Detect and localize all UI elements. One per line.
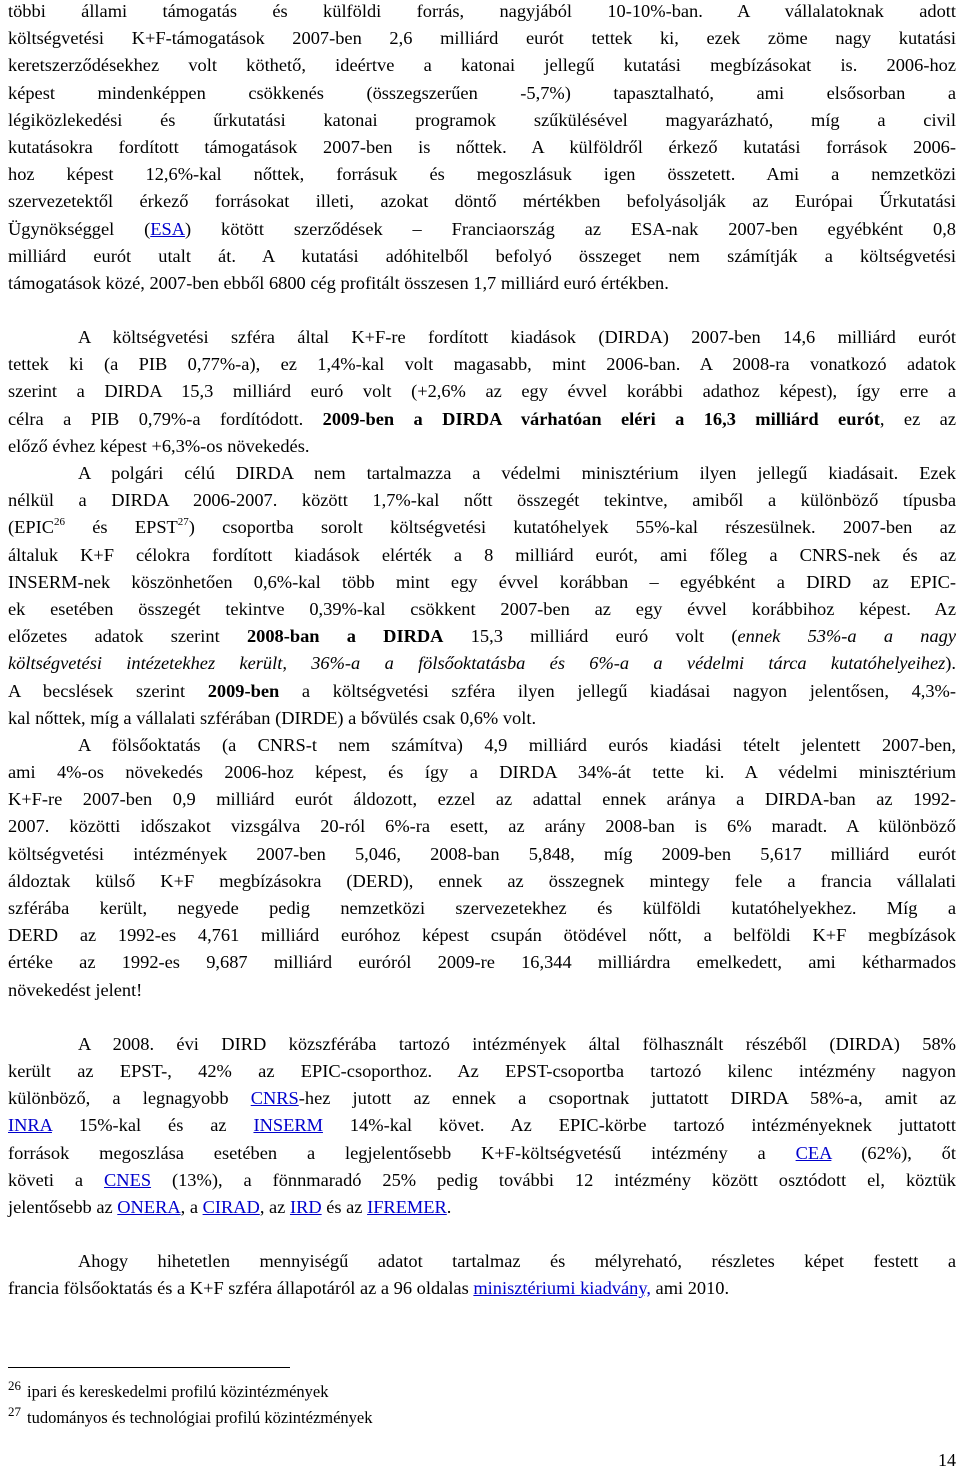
- text-line: támogatások közé, 2007-ben ebből 6800 cég profitált összesen 1,7 milliárd euró értékben.: [8, 272, 669, 293]
- text-run: Ügynökséggel (: [8, 218, 151, 239]
- text-run: követi a: [8, 1169, 105, 1190]
- page-number: 14: [938, 1450, 956, 1470]
- text-line: általuk K+F célokra fordított kiadások elérték a 8 milliárd eurót, ami főleg a CNRS-nek és az: [8, 544, 956, 565]
- text-run: , a: [180, 1196, 203, 1217]
- text-line: többi állami támogatás és külföldi forrás, nagyjából 10-10%-ban. A vállalatoknak adott: [8, 1, 956, 21]
- text-run: (13%), a fönnmaradó 25% pedig további 12 intézmény között osztódott el, köztük: [151, 1169, 956, 1190]
- footnote-ref-26[interactable]: 26: [53, 516, 65, 529]
- paragraph-1: [8, 0, 956, 297]
- text-line: A 2008. évi DIRD közszférába tartozó intézmények által fölhasznált részéből (DIRDA) 58%: [78, 1033, 956, 1054]
- text-line: előző évhez képest +6,3%-os növekedés.: [8, 435, 310, 456]
- text-run: és EPST: [64, 517, 178, 538]
- text-line: hoz képest 12,6%-kal nőttek, forrásuk és megoszlásuk igen összetett. Ami a nemzetközi: [8, 164, 956, 185]
- link-cnrs[interactable]: CNRS: [250, 1088, 299, 1109]
- text-line: A költségvetési szféra által K+F-re fordított kiadások (DIRDA) 2007-ben 14,6 milliárd eurót: [78, 327, 956, 348]
- text-run: és az: [321, 1196, 368, 1217]
- text-line: [8, 1112, 956, 1139]
- italic-text: költségvetési intézetekhez került, 36%-a a fölsőoktatásba és 6%-a a védelmi tárca kutatóhelyeihez: [8, 653, 946, 674]
- text-run: 14%-kal követ. Az EPIC-körbe tartozó intézményeknek juttatott: [322, 1115, 957, 1136]
- link-cnes[interactable]: CNES: [104, 1169, 152, 1190]
- text-run: (EPIC: [8, 517, 54, 538]
- text-line: szférába került, negyede pedig nemzetközi szervezetekhez és külföldi kutatóhelyekhez. Míg a: [8, 898, 956, 918]
- paragraph-2: [8, 324, 956, 460]
- text-line: [8, 1167, 956, 1194]
- text-line: [8, 1085, 956, 1112]
- footnote-separator: [8, 1367, 290, 1368]
- bold-text: 2009-ben a DIRDA várhatóan eléri a 16,3 milliárd eurót: [322, 408, 880, 429]
- paragraph-5: [8, 1031, 956, 1221]
- footnote-number: 26: [8, 1378, 21, 1393]
- link-ird[interactable]: IRD: [289, 1196, 322, 1217]
- text-run: ) kötött szerződések – Franciaország az ESA-nak 2007-ben egyébként 0,8: [185, 218, 957, 239]
- text-line: [8, 216, 956, 243]
- italic-text: ennek 53%-a a nagy: [737, 626, 956, 647]
- text-line: A polgári célú DIRDA nem tartalmazza a védelmi minisztérium ilyen jellegű kiadásait. Ezek: [78, 463, 956, 483]
- link-ministry-publication[interactable]: minisztériumi kiadvány,: [473, 1278, 651, 1299]
- text-run: 15%-kal és az: [51, 1115, 254, 1136]
- paragraph-6: [8, 1248, 956, 1302]
- text-line: áldoztak külső K+F megbízásokra (DERD), ennek az összegnek mintegy fele a francia vállalati: [8, 870, 956, 891]
- text-line: kal nőttek, míg a vállalati szférában (DIRDE) a bővülés csak 0,6% volt.: [8, 707, 537, 728]
- text-line: 2007. közötti időszakot vizsgálva 20-ról 6%-ra esett, az arány 2008-ban is 6% maradt. A különböző: [8, 816, 956, 837]
- text-run: ) csoportba sorolt költségvetési kutatóhelyek 55%-kal részesülnek. 2007-ben az: [188, 517, 956, 538]
- text-line: szerint a DIRDA 15,3 milliárd euró volt (+2,6% az egy évvel korábbi adathoz képest), így erre a: [8, 381, 956, 402]
- text-line: növekedést jelent!: [8, 979, 143, 1000]
- text-line: [8, 406, 956, 433]
- text-line: [8, 1275, 956, 1302]
- text-line: költségvetési intézmények 2007-ben 5,046, 2008-ban 5,848, míg 2009-ben 5,617 milliárd eurót: [8, 843, 956, 864]
- text-line: képest mindenképpen csökkenés (összegszerűen -5,7%) tapasztalható, ami elsősorban a: [8, 82, 956, 103]
- text-line: kutatásokra fordított támogatások 2007-ben is nőttek. A külföldről érkező kutatási források 2006-: [8, 136, 956, 157]
- link-ifremer[interactable]: IFREMER: [367, 1196, 447, 1217]
- footnote-ref-27[interactable]: 27: [177, 516, 189, 529]
- text-line: keretszerződésekhez volt köthető, ideértve a katonai jellegű kutatási megbízásokat is. 2006-hoz: [8, 55, 956, 76]
- text-line: költségvetési K+F-támogatások 2007-ben 2,6 milliárd eurót tettek ki, ezek zöme nagy kutatási: [8, 28, 956, 49]
- text-line: Ahogy hihetetlen mennyiségű adatot tartalmaz és mélyreható, részletes képet festett a: [78, 1251, 956, 1272]
- link-inserm[interactable]: INSERM: [253, 1115, 323, 1136]
- text-run: a költségvetési szféra ilyen jellegű kiadásai nagyon jelentősen, 4,3%-: [279, 680, 956, 701]
- bold-text: 2008-ban a DIRDA: [246, 626, 444, 647]
- text-run: .: [446, 1196, 452, 1217]
- text-run: előzetes adatok szerint: [8, 626, 247, 647]
- text-line: tettek ki (a PIB 0,77%-a), ez 1,4%-kal volt magasabb, mint 2006-ban. A 2008-ra vonatkozó adatok: [8, 354, 956, 375]
- text-line: [8, 650, 956, 677]
- text-run: források megoszlása esetében a legjelentősebb K+F-költségvetésű intézmény a: [8, 1142, 796, 1163]
- bold-text: 2009-ben: [207, 680, 280, 701]
- footnote-26: [8, 1378, 329, 1402]
- text-line: [8, 623, 956, 650]
- text-line: [8, 514, 956, 541]
- text-run: (62%), őt: [831, 1142, 956, 1163]
- link-cea[interactable]: CEA: [795, 1142, 832, 1163]
- text-line: INSERM-nek köszönhetően 0,6%-kal több mint egy évvel korábban – egyébként a DIRD az EPIC-: [8, 571, 956, 592]
- text-run: ).: [945, 653, 956, 674]
- text-run: célra a PIB 0,79%-a fordítódott.: [8, 408, 323, 429]
- text-run: , az: [259, 1196, 290, 1217]
- text-line: [8, 1194, 956, 1221]
- paragraph-3: [8, 460, 956, 732]
- text-line: ami 4%-os növekedés 2006-hoz képest, és így a DIRDA 34%-át tette ki. A védelmi minisztérium: [8, 762, 956, 783]
- document-page: [8, 0, 956, 1302]
- text-line: szervezetektől érkező forrásokat illeti, azokat döntő mértékben befolyásolják az Európai Űrkutatási: [8, 191, 956, 212]
- text-line: K+F-re 2007-ben 0,9 milliárd eurót áldozott, ezzel az adattal ennek aránya a DIRDA-ban az 1992-: [8, 789, 956, 810]
- text-line: [8, 1140, 956, 1167]
- text-line: DERD az 1992-es 4,761 milliárd euróhoz képest csupán ötödével nőtt, a belföldi K+F megbízások: [8, 925, 956, 946]
- link-cirad[interactable]: CIRAD: [202, 1196, 260, 1217]
- footnote-number: 27: [8, 1404, 21, 1419]
- footnote-27: [8, 1404, 373, 1428]
- text-run: jelentősebb az: [8, 1196, 118, 1217]
- text-line: milliárd eurót utalt át. A kutatási adóhitelből befolyó összeget nem számítják a költségvetési: [8, 245, 956, 266]
- text-line: ek esetében összegét tekintve 0,39%-kal csökkent 2007-ben az egy évvel korábbihoz képest. Az: [8, 598, 956, 619]
- text-run: különböző, a legnagyobb: [8, 1088, 251, 1109]
- text-run: ami 2010.: [650, 1278, 730, 1299]
- text-run: francia fölsőoktatás és a K+F szféra állapotáról az a 96 oldalas: [8, 1278, 474, 1299]
- footnote-text: tudományos és technológiai profilú közintézmények: [27, 1408, 373, 1427]
- text-line: került az EPST-, 42% az EPIC-csoporthoz. Az EPST-csoportba tartozó kilenc intézmény nagyon: [8, 1060, 956, 1081]
- text-line: A fölsőoktatás (a CNRS-t nem számítva) 4,9 milliárd eurós kiadási tételt jelentett 2007-ben,: [78, 734, 956, 755]
- link-onera[interactable]: ONERA: [117, 1196, 181, 1217]
- text-line: [8, 678, 956, 705]
- text-run: 15,3 milliárd euró volt (: [443, 626, 738, 647]
- link-inra[interactable]: INRA: [8, 1115, 52, 1136]
- footnote-text: ipari és kereskedelmi profilú közintézmények: [27, 1382, 329, 1401]
- text-line: légiközlekedési és űrkutatási katonai programok szűkülésével magyarázható, míg a civil: [8, 109, 956, 130]
- paragraph-4: [8, 732, 956, 1004]
- text-run: , ez az: [879, 408, 956, 429]
- text-run: -hez jutott az ennek a csoportnak juttatott DIRDA 58%-a, amit az: [298, 1088, 957, 1109]
- text-line: nélkül a DIRDA 2006-2007. között 1,7%-kal nőtt összegét tekintve, amiből a különböző típusba: [8, 490, 956, 511]
- text-line: értéke az 1992-es 9,687 milliárd euróról 2009-re 16,344 milliárdra emelkedett, ami kétharmados: [8, 952, 956, 973]
- text-run: A becslések szerint: [8, 680, 208, 701]
- link-esa[interactable]: ESA: [150, 218, 186, 239]
